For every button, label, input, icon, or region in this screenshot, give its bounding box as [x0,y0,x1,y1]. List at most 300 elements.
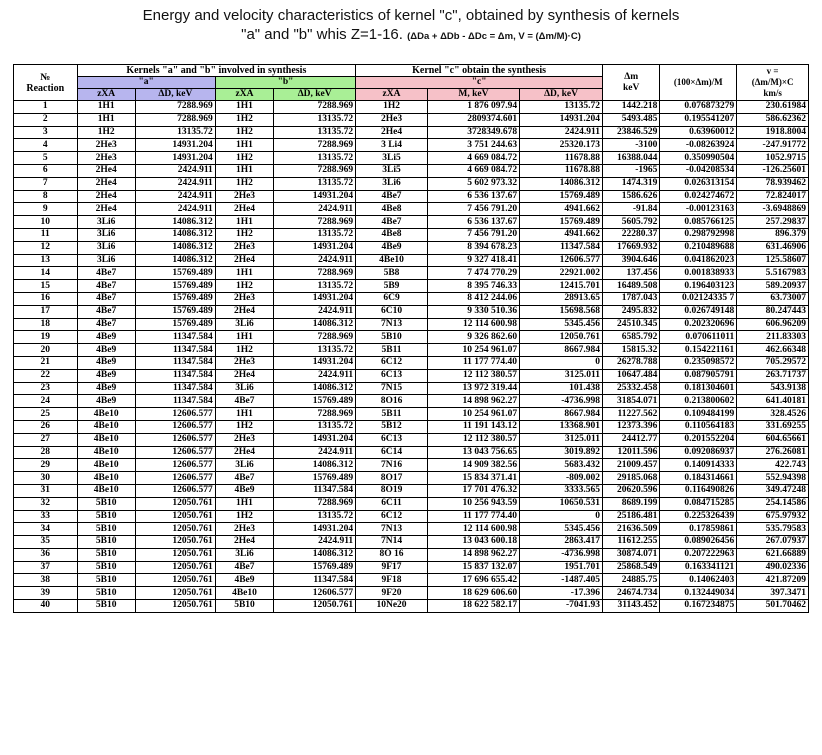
cell-b-nuclide: 2He4 [215,446,273,459]
cell-ratio: -0.04208534 [660,164,737,177]
cell-b-dd: 7288.969 [274,216,356,229]
cell-ratio: 0.298792998 [660,228,737,241]
cell-b-dd: 7288.969 [274,408,356,421]
cell-b-nuclide: 1H2 [215,228,273,241]
header-c-dd: ΔD, keV [520,89,603,101]
cell-a-dd: 11347.584 [135,369,215,382]
cell-reaction-number: 31 [14,484,78,497]
cell-ratio: 0.026749148 [660,305,737,318]
cell-c-mass: 12 112 380.57 [427,369,519,382]
cell-c-dd: 11678.88 [520,152,603,165]
cell-dm: -3100 [603,139,660,152]
header-kernel-b: "b" [215,77,355,89]
cell-velocity: 63.73007 [737,292,809,305]
cell-c-mass: 18 629 606.60 [427,587,519,600]
cell-c-nuclide: 4Be8 [356,203,428,216]
cell-velocity: 397.3471 [737,587,809,600]
cell-c-dd: 15769.489 [520,190,603,203]
cell-b-dd: 13135.72 [274,152,356,165]
cell-c-dd: 12050.761 [520,331,603,344]
cell-b-dd: 13135.72 [274,510,356,523]
cell-a-nuclide: 1H1 [77,101,135,114]
cell-reaction-number: 25 [14,408,78,421]
cell-c-dd: 5683.432 [520,459,603,472]
cell-velocity: 5.5167983 [737,267,809,280]
header-a-zxa: zXA [77,89,135,101]
cell-b-dd: 2424.911 [274,254,356,267]
cell-c-dd: 101.438 [520,382,603,395]
cell-dm: 23846.529 [603,126,660,139]
cell-c-nuclide: 5B11 [356,344,428,357]
cell-b-nuclide: 2He4 [215,305,273,318]
cell-dm: 22280.37 [603,228,660,241]
cell-b-nuclide: 2He4 [215,536,273,549]
cell-c-dd: 15769.489 [520,216,603,229]
cell-c-nuclide: 8O19 [356,484,428,497]
cell-reaction-number: 26 [14,420,78,433]
cell-velocity: 78.939462 [737,177,809,190]
cell-c-nuclide: 6C13 [356,433,428,446]
cell-a-dd: 2424.911 [135,203,215,216]
cell-ratio: 0.089026456 [660,536,737,549]
cell-c-dd: 22921.002 [520,267,603,280]
cell-dm: 25332.458 [603,382,660,395]
table-row [14,318,809,331]
cell-c-dd: 14086.312 [520,177,603,190]
header-dm-unit: keV [623,82,640,93]
cell-c-nuclide: 6C12 [356,356,428,369]
cell-velocity: 276.26081 [737,446,809,459]
cell-velocity: 72.824017 [737,190,809,203]
cell-c-nuclide: 8O17 [356,472,428,485]
cell-c-dd: -809.002 [520,472,603,485]
cell-c-dd: -1487.405 [520,574,603,587]
cell-c-mass: 12 114 600.98 [427,523,519,536]
header-group-c: Kernel "c" obtain the synthesis [356,65,603,77]
header-b-zxa: zXA [215,89,273,101]
page-title [0,6,822,46]
cell-c-nuclide: 3Li5 [356,152,428,165]
cell-c-nuclide: 2He3 [356,113,428,126]
cell-dm: 25868.549 [603,561,660,574]
cell-dm: 5493.485 [603,113,660,126]
cell-c-nuclide: 9F17 [356,561,428,574]
cell-velocity: -247.91772 [737,139,809,152]
cell-b-nuclide: 1H2 [215,280,273,293]
cell-a-nuclide: 4Be7 [77,305,135,318]
table-row [14,548,809,561]
cell-a-nuclide: 5B10 [77,561,135,574]
cell-velocity: 552.94398 [737,472,809,485]
cell-b-dd: 2424.911 [274,369,356,382]
cell-velocity: 462.66348 [737,344,809,357]
cell-dm: 137.456 [603,267,660,280]
table-row [14,600,809,613]
cell-velocity: 1052.9715 [737,152,809,165]
cell-a-nuclide: 1H1 [77,113,135,126]
cell-b-nuclide: 4Be7 [215,472,273,485]
cell-c-dd: 5345.456 [520,523,603,536]
cell-b-dd: 14086.312 [274,548,356,561]
cell-a-dd: 12050.761 [135,536,215,549]
cell-c-mass: 10 254 961.07 [427,344,519,357]
table-row [14,420,809,433]
cell-a-dd: 7288.969 [135,113,215,126]
cell-ratio: 0.181304601 [660,382,737,395]
cell-ratio: 0.195541207 [660,113,737,126]
cell-velocity: 631.46906 [737,241,809,254]
cell-b-dd: 7288.969 [274,331,356,344]
cell-velocity: 589.20937 [737,280,809,293]
header-c-zxa: zXA [356,89,428,101]
cell-c-mass: 13 043 600.18 [427,536,519,549]
cell-c-nuclide: 5B10 [356,331,428,344]
cell-dm: 21636.509 [603,523,660,536]
cell-a-nuclide: 4Be10 [77,459,135,472]
cell-velocity: 211.83303 [737,331,809,344]
cell-dm: 12373.396 [603,420,660,433]
cell-a-nuclide: 4Be10 [77,484,135,497]
cell-a-nuclide: 3Li6 [77,241,135,254]
cell-c-dd: 12606.577 [520,254,603,267]
cell-c-dd: 2863.417 [520,536,603,549]
cell-b-dd: 14931.204 [274,241,356,254]
cell-c-mass: 8 394 678.23 [427,241,519,254]
cell-a-dd: 15769.489 [135,318,215,331]
cell-reaction-number: 22 [14,369,78,382]
cell-b-dd: 14931.204 [274,523,356,536]
cell-b-dd: 14086.312 [274,382,356,395]
cell-dm: 10647.484 [603,369,660,382]
table-row [14,101,809,114]
cell-b-dd: 12606.577 [274,587,356,600]
cell-reaction-number: 2 [14,113,78,126]
cell-ratio: -0.08263924 [660,139,737,152]
cell-b-dd: 2424.911 [274,305,356,318]
table-row [14,561,809,574]
cell-a-nuclide: 2He4 [77,203,135,216]
cell-c-mass: 3 751 244.63 [427,139,519,152]
cell-b-dd: 13135.72 [274,420,356,433]
cell-ratio: 0.070611011 [660,331,737,344]
cell-a-dd: 11347.584 [135,344,215,357]
cell-b-nuclide: 1H1 [215,164,273,177]
cell-c-dd: 15698.568 [520,305,603,318]
cell-c-mass: 9 327 418.41 [427,254,519,267]
cell-c-nuclide: 7N16 [356,459,428,472]
cell-c-dd: 1951.701 [520,561,603,574]
cell-ratio: 0.207222963 [660,548,737,561]
cell-dm: 1474.319 [603,177,660,190]
cell-a-dd: 12050.761 [135,510,215,523]
cell-a-dd: 15769.489 [135,305,215,318]
table-row [14,433,809,446]
cell-c-mass: 4 669 084.72 [427,164,519,177]
cell-dm: 12011.596 [603,446,660,459]
cell-velocity: 675.97932 [737,510,809,523]
cell-a-dd: 12050.761 [135,548,215,561]
title-line-2-main: "a" and "b" whis Z=1-16. [241,26,403,43]
cell-a-nuclide: 5B10 [77,600,135,613]
cell-velocity: 490.02336 [737,561,809,574]
cell-b-dd: 13135.72 [274,177,356,190]
cell-c-nuclide: 4Be9 [356,241,428,254]
cell-c-dd: 11347.584 [520,241,603,254]
cell-ratio: 0.02124335 7 [660,292,737,305]
cell-velocity: 257.29837 [737,216,809,229]
cell-a-dd: 11347.584 [135,356,215,369]
cell-c-dd: 11678.88 [520,164,603,177]
cell-b-dd: 13135.72 [274,113,356,126]
cell-c-mass: 4 669 084.72 [427,152,519,165]
cell-velocity: 80.247443 [737,305,809,318]
cell-b-nuclide: 1H2 [215,113,273,126]
cell-c-dd: 8667.984 [520,344,603,357]
cell-c-dd: -7041.93 [520,600,603,613]
cell-velocity: 606.96209 [737,318,809,331]
cell-c-dd: 0 [520,510,603,523]
cell-c-mass: 7 456 791.20 [427,228,519,241]
table-row [14,408,809,421]
cell-a-nuclide: 5B10 [77,497,135,510]
cell-velocity: 621.66889 [737,548,809,561]
cell-c-nuclide: 4Be8 [356,228,428,241]
cell-velocity: 254.14586 [737,497,809,510]
cell-c-nuclide: 6C9 [356,292,428,305]
cell-c-dd: 14931.204 [520,113,603,126]
cell-c-nuclide: 5B8 [356,267,428,280]
header-ratio: (100×Δm)/M [660,65,737,101]
cell-b-nuclide: 4Be7 [215,395,273,408]
cell-reaction-number: 5 [14,152,78,165]
cell-b-dd: 14931.204 [274,190,356,203]
cell-dm: 8689.199 [603,497,660,510]
cell-a-dd: 14086.312 [135,254,215,267]
cell-a-nuclide: 2He3 [77,139,135,152]
cell-b-nuclide: 1H2 [215,344,273,357]
cell-a-dd: 2424.911 [135,177,215,190]
cell-c-nuclide: 3Li5 [356,164,428,177]
cell-c-mass: 10 256 943.59 [427,497,519,510]
cell-reaction-number: 28 [14,446,78,459]
cell-c-mass: 8 395 746.33 [427,280,519,293]
cell-ratio: 0.167234875 [660,600,737,613]
table-row [14,190,809,203]
cell-reaction-number: 19 [14,331,78,344]
cell-c-nuclide: 6C14 [356,446,428,459]
cell-a-dd: 12606.577 [135,408,215,421]
cell-dm: 31854.071 [603,395,660,408]
table-row [14,369,809,382]
cell-reaction-number: 7 [14,177,78,190]
cell-reaction-number: 33 [14,510,78,523]
cell-b-nuclide: 1H1 [215,408,273,421]
cell-c-mass: 2809374.601 [427,113,519,126]
cell-a-dd: 14086.312 [135,216,215,229]
cell-a-nuclide: 2He4 [77,190,135,203]
cell-b-dd: 13135.72 [274,228,356,241]
cell-a-nuclide: 4Be9 [77,356,135,369]
title-formula: (ΔDa + ΔDb - ΔDc = Δm, V = (Δm/M)·C) [407,31,581,42]
cell-dm: 11227.562 [603,408,660,421]
cell-reaction-number: 10 [14,216,78,229]
cell-a-dd: 14931.204 [135,152,215,165]
cell-c-mass: 13 972 319.44 [427,382,519,395]
cell-a-nuclide: 4Be10 [77,472,135,485]
cell-ratio: 0.213800602 [660,395,737,408]
cell-ratio: 0.196403123 [660,280,737,293]
header-c-m: M, keV [427,89,519,101]
cell-c-mass: 15 837 132.07 [427,561,519,574]
table-row [14,254,809,267]
cell-ratio: 0.110564183 [660,420,737,433]
cell-a-nuclide: 4Be10 [77,420,135,433]
cell-ratio: 0.092086937 [660,446,737,459]
cell-reaction-number: 14 [14,267,78,280]
cell-a-nuclide: 4Be7 [77,318,135,331]
cell-c-nuclide: 4Be7 [356,216,428,229]
cell-dm: 20620.596 [603,484,660,497]
cell-ratio: 0.026313154 [660,177,737,190]
cell-dm: 21009.457 [603,459,660,472]
cell-c-nuclide: 6C12 [356,510,428,523]
cell-b-nuclide: 2He3 [215,523,273,536]
cell-c-dd: -4736.998 [520,395,603,408]
cell-reaction-number: 11 [14,228,78,241]
cell-b-dd: 7288.969 [274,101,356,114]
table-row [14,382,809,395]
cell-a-dd: 7288.969 [135,101,215,114]
table-header [14,65,809,101]
cell-dm: 1586.626 [603,190,660,203]
cell-a-nuclide: 2He4 [77,164,135,177]
cell-b-dd: 7288.969 [274,164,356,177]
cell-a-dd: 14086.312 [135,241,215,254]
cell-dm: 1442.218 [603,101,660,114]
table-row [14,497,809,510]
table-row [14,331,809,344]
cell-c-nuclide: 5B9 [356,280,428,293]
cell-b-nuclide: 1H1 [215,331,273,344]
cell-b-nuclide: 3Li6 [215,548,273,561]
cell-c-dd: 8667.984 [520,408,603,421]
cell-b-dd: 2424.911 [274,446,356,459]
table-row [14,126,809,139]
cell-c-nuclide: 8O 16 [356,548,428,561]
header-dm-label: Δm [624,71,639,82]
cell-c-mass: 9 326 862.60 [427,331,519,344]
cell-a-dd: 12050.761 [135,587,215,600]
cell-velocity: 230.61984 [737,101,809,114]
table-row [14,523,809,536]
cell-c-mass: 6 536 137.67 [427,190,519,203]
cell-c-nuclide: 4Be7 [356,190,428,203]
cell-c-nuclide: 1H2 [356,101,428,114]
table-row [14,446,809,459]
cell-b-nuclide: 4Be9 [215,484,273,497]
cell-a-nuclide: 4Be9 [77,344,135,357]
cell-dm: 30874.071 [603,548,660,561]
cell-velocity: 604.65661 [737,433,809,446]
cell-c-nuclide: 7N13 [356,523,428,536]
cell-c-nuclide: 7N13 [356,318,428,331]
cell-ratio: 0.076873279 [660,101,737,114]
cell-b-dd: 15769.489 [274,395,356,408]
cell-dm: 2495.832 [603,305,660,318]
reaction-table [13,64,809,613]
cell-a-dd: 12606.577 [135,446,215,459]
cell-c-dd: 3333.565 [520,484,603,497]
cell-a-nuclide: 3Li6 [77,228,135,241]
cell-a-nuclide: 4Be7 [77,292,135,305]
table-row [14,459,809,472]
cell-reaction-number: 13 [14,254,78,267]
header-group-ab: Kernels "a" and "b" involved in synthesis [77,65,356,77]
cell-a-nuclide: 3Li6 [77,216,135,229]
cell-velocity: 263.71737 [737,369,809,382]
cell-c-nuclide: 6C11 [356,497,428,510]
cell-velocity: 543.9138 [737,382,809,395]
cell-ratio: 0.154221161 [660,344,737,357]
cell-ratio: 0.350990504 [660,152,737,165]
cell-dm: 26278.788 [603,356,660,369]
table-row [14,305,809,318]
cell-reaction-number: 17 [14,305,78,318]
cell-velocity: 1918.8004 [737,126,809,139]
cell-c-mass: 7 474 770.29 [427,267,519,280]
cell-ratio: 0.041862023 [660,254,737,267]
cell-reaction-number: 27 [14,433,78,446]
cell-ratio: 0.140914333 [660,459,737,472]
cell-c-dd: 10650.531 [520,497,603,510]
cell-b-dd: 11347.584 [274,574,356,587]
table-row [14,344,809,357]
cell-reaction-number: 34 [14,523,78,536]
cell-a-dd: 12050.761 [135,600,215,613]
cell-a-nuclide: 1H2 [77,126,135,139]
cell-reaction-number: 37 [14,561,78,574]
cell-c-mass: 17 696 655.42 [427,574,519,587]
cell-c-nuclide: 5B11 [356,408,428,421]
cell-b-nuclide: 2He3 [215,292,273,305]
table-row [14,510,809,523]
cell-a-dd: 11347.584 [135,395,215,408]
cell-a-dd: 12050.761 [135,561,215,574]
header-kernel-a: "a" [77,77,215,89]
cell-c-mass: 14 909 382.56 [427,459,519,472]
cell-c-nuclide: 7N14 [356,536,428,549]
cell-b-dd: 13135.72 [274,126,356,139]
table-row [14,139,809,152]
cell-ratio: 0.163341121 [660,561,737,574]
header-reaction-number [14,65,78,101]
header-velocity-line3: km/s [763,88,782,98]
table-row [14,113,809,126]
cell-b-nuclide: 4Be10 [215,587,273,600]
cell-b-nuclide: 4Be7 [215,561,273,574]
cell-b-dd: 14086.312 [274,459,356,472]
cell-b-dd: 12050.761 [274,600,356,613]
cell-c-mass: 1 876 097.94 [427,101,519,114]
header-dm [603,65,660,101]
table-row [14,292,809,305]
cell-c-mass: 12 114 600.98 [427,318,519,331]
cell-reaction-number: 32 [14,497,78,510]
cell-ratio: 0.210489688 [660,241,737,254]
table-row [14,267,809,280]
header-velocity-line1: v = [766,66,779,76]
cell-a-nuclide: 4Be7 [77,280,135,293]
